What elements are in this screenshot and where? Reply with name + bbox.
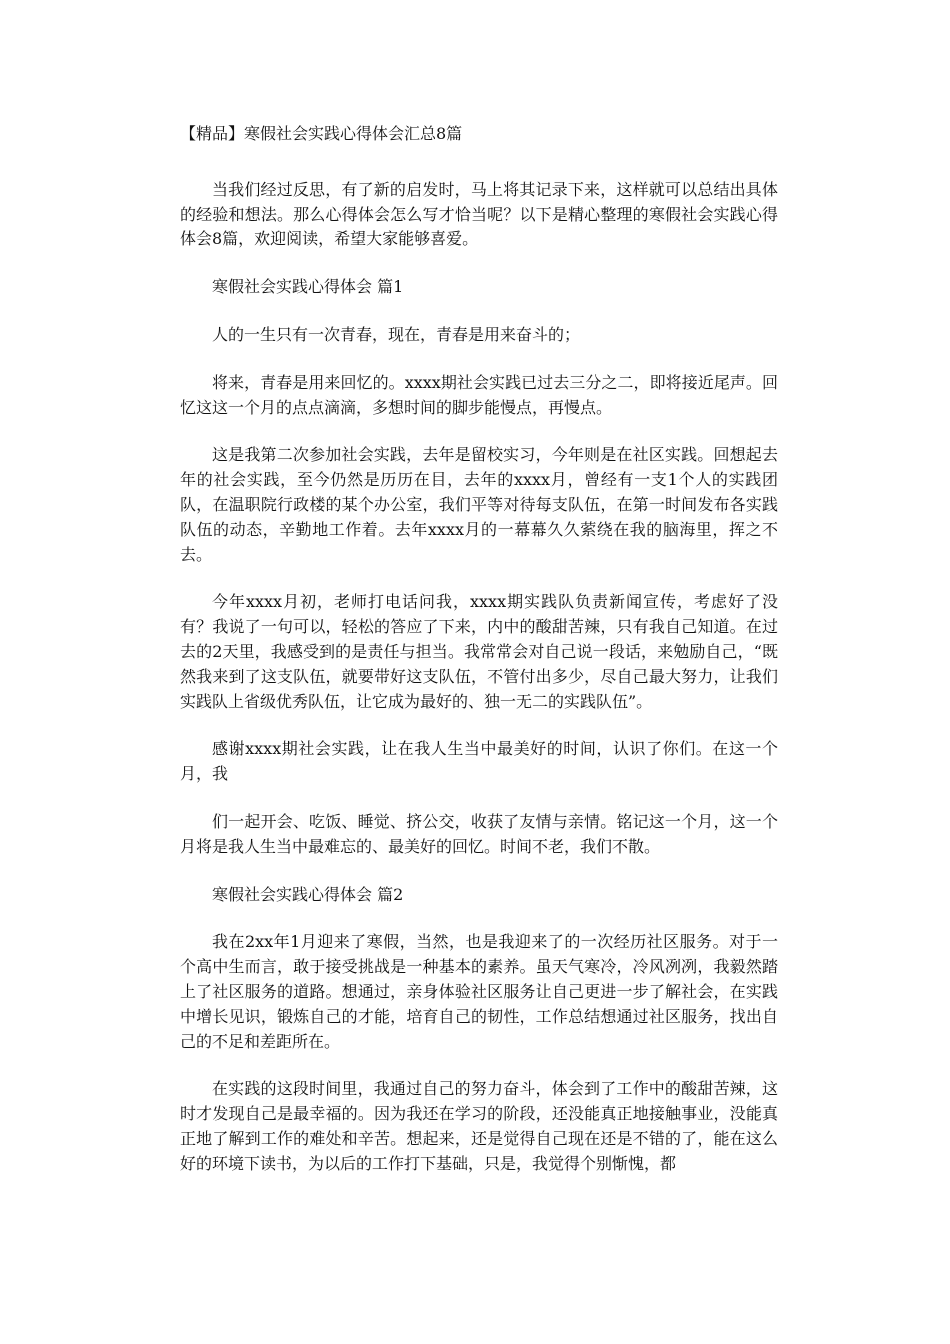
paragraph: 将来，青春是用来回忆的。xxxx期社会实践已过去三分之二，即将接近尾声。回忆这这一个月的点点滴滴，多想时间的脚步能慢点，再慢点。: [180, 372, 778, 417]
paragraph: 今年xxxx月初，老师打电话问我，xxxx期实践队负责新闻宣传，考虑好了没有？我说了一句可以，轻松的答应了下来，内中的酸甜苦辣，只有我自己知道。在过去的2天里，我感受到的是责任与担当。我常常会对自己说一段话，来勉励自己，“既然我来到了这支队伍，就要带好这支队伍，不管付出多少，尽自己最大努力，让我们实践队上省级优秀队伍，让它成为最好的、独一无二的实践队伍”。: [180, 592, 778, 711]
section-heading-2: 寒假社会实践心得体会 篇2: [212, 884, 404, 904]
paragraph: 们一起开会、吃饭、睡觉、挤公交，收获了友情与亲情。铭记这一个月，这一个月将是我人生当中最难忘的、最美好的回忆。时间不老，我们不散。: [180, 811, 778, 856]
paragraph-intro: 当我们经过反思，有了新的启发时，马上将其记录下来，这样就可以总结出具体的经验和想法。那么心得体会怎么写才恰当呢？以下是精心整理的寒假社会实践心得体会8篇，欢迎阅读，希望大家能够喜爱。: [180, 179, 778, 249]
paragraph: 在实践的这段时间里，我通过自己的努力奋斗，体会到了工作中的酸甜苦辣，这时才发现自己是最幸福的。因为我还在学习的阶段，还没能真正地接触事业，没能真正地了解到工作的难处和辛苦。想起来，还是觉得自己现在还是不错的了，能在这么好的环境下读书，为以后的工作打下基础，只是，我觉得个别惭愧，都: [180, 1079, 778, 1173]
paragraph: 这是我第二次参加社会实践，去年是留校实习，今年则是在社区实践。回想起去年的社会实践，至今仍然是历历在目，去年的xxxx月，曾经有一支1个人的实践团队，在温职院行政楼的某个办公室，我们平等对待每支队伍，在第一时间发布各实践队伍的动态，辛勤地工作着。去年xxxx月的一幕幕久久萦绕在我的脑海里，挥之不去。: [180, 445, 778, 564]
paragraph: 人的一生只有一次青春，现在，青春是用来奋斗的；: [212, 324, 581, 344]
document-page: [180, 122, 778, 1200]
document-title: 【精品】寒假社会实践心得体会汇总8篇: [180, 124, 463, 143]
paragraph: 感谢xxxx期社会实践，让在我人生当中最美好的时间，认识了你们。在这一个月，我: [180, 739, 778, 784]
section-heading-1: 寒假社会实践心得体会 篇1: [212, 277, 404, 297]
paragraph: 我在2xx年1月迎来了寒假，当然，也是我迎来了的一次经历社区服务。对于一个高中生而言，敢于接受挑战是一种基本的素养。虽天气寒冷，冷风冽冽，我毅然踏上了社区服务的道路。想通过，亲身体验社区服务让自己更进一步了解社会，在实践中增长见识，锻炼自己的才能，培育自己的韧性，工作总结想通过社区服务，找出自己的不足和差距所在。: [180, 932, 778, 1051]
